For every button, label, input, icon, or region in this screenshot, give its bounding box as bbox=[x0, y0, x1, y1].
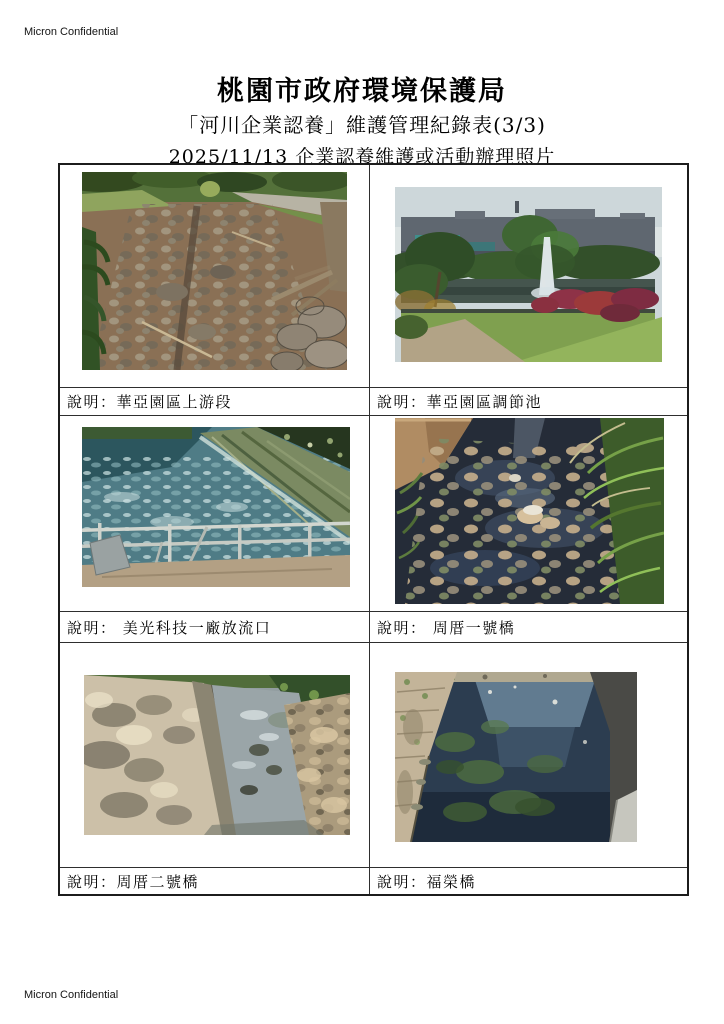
photo-cell-furong-bridge bbox=[370, 643, 687, 868]
photo-micron-outfall bbox=[82, 427, 350, 587]
document-header bbox=[0, 76, 724, 170]
caption-micron-outfall: 說明： 美光科技一廠放流口 bbox=[60, 612, 370, 643]
photo-cell-zhoucuo-bridge2 bbox=[60, 643, 370, 868]
caption-huaya-upstream: 說明：華亞園區上游段 bbox=[60, 388, 370, 416]
photo-zhoucuo-bridge2 bbox=[84, 675, 350, 835]
confidential-watermark-top: Micron Confidential bbox=[24, 26, 119, 38]
caption-zhoucuo-bridge2: 說明：周厝二號橋 bbox=[60, 868, 370, 894]
caption-huaya-pond: 說明：華亞園區調節池 bbox=[370, 388, 687, 416]
photo-cell-huaya-upstream bbox=[60, 165, 370, 388]
photo-cell-micron-outfall bbox=[60, 416, 370, 612]
caption-zhoucuo-bridge1: 說明： 周厝一號橋 bbox=[370, 612, 687, 643]
photo-huaya-pond bbox=[395, 187, 662, 362]
photo-record-table bbox=[58, 163, 689, 896]
photo-huaya-upstream bbox=[82, 172, 347, 370]
photo-cell-zhoucuo-bridge1 bbox=[370, 416, 687, 612]
caption-furong-bridge: 說明：福榮橋 bbox=[377, 872, 477, 891]
page-subtitle: 「河川企業認養」維護管理紀錄表(3/3) bbox=[178, 113, 546, 137]
confidential-watermark-bottom: Micron Confidential bbox=[24, 989, 119, 1001]
page-title: 桃園市政府環境保護局 bbox=[217, 76, 507, 107]
date-line: 2025/11/13 企業認養維護或活動辦理照片 bbox=[168, 146, 556, 168]
photo-zhoucuo-bridge1 bbox=[395, 418, 664, 604]
photo-furong-bridge bbox=[395, 672, 637, 842]
photo-cell-huaya-pond bbox=[370, 165, 687, 388]
